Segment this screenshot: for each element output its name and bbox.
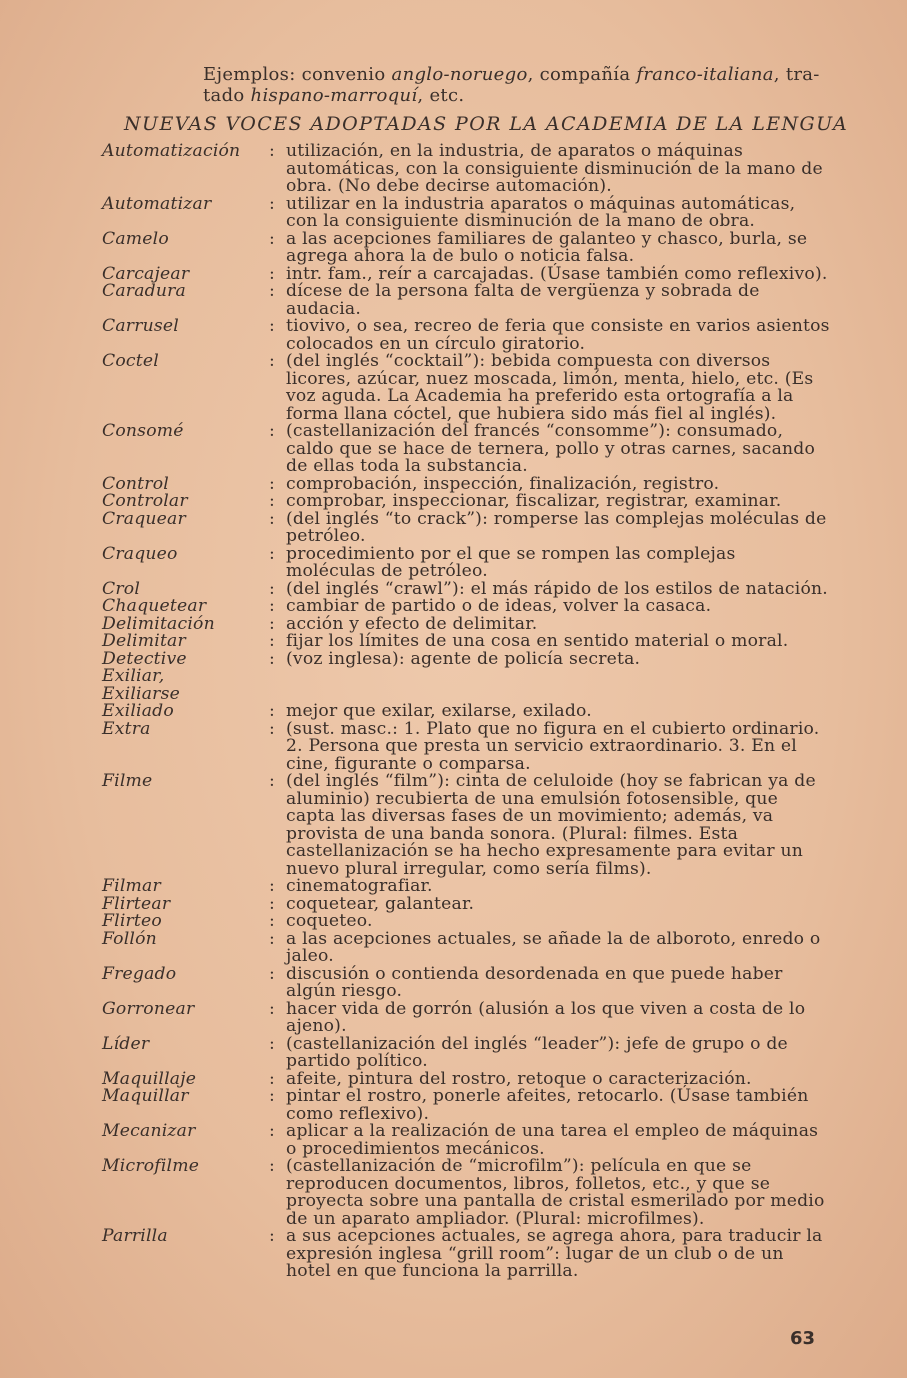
- entry-colon: :: [269, 351, 275, 371]
- entry-definition: a sus acepciones actuales, se agrega ahora, para traducir la expresión inglesa “grill room”: lugar de un club o de un hotel en que funciona la parrilla.: [286, 1226, 823, 1281]
- entry-colon: :: [269, 508, 275, 529]
- entry-term: Camelo: [102, 228, 169, 249]
- entry-colon: :: [269, 701, 275, 721]
- entry-definition: acción y efecto de delimitar.: [286, 613, 538, 634]
- entry-colon: :: [269, 543, 275, 564]
- entry-term: Microfilme: [102, 1156, 200, 1176]
- glossary-entry: [96, 773, 836, 878]
- entry-definition: utilización, en la industria, de aparatos o máquinas automáticas, con la consiguiente disminución de la mano de obra. (No debe decirse automación).: [286, 141, 823, 196]
- entry-definition: pintar el rostro, ponerle afeites, retocarlo. (Úsase también como reflexivo).: [286, 1086, 809, 1124]
- glossary-entry: [96, 1033, 836, 1071]
- entry-colon: :: [269, 771, 275, 791]
- glossary-entry: [96, 963, 836, 1001]
- entry-definition: a las acepciones familiares de galanteo y chasco, burla, se agrega ahora la de bulo o noticia falsa.: [286, 228, 808, 266]
- entry-term: Líder: [102, 1033, 150, 1054]
- entry-term: Automatizar: [102, 193, 212, 214]
- intro-paragraph: [203, 64, 823, 106]
- glossary-entry: [96, 493, 836, 511]
- entry-term: Mecanizar: [102, 1121, 196, 1141]
- entry-definition: comprobar, inspeccionar, fiscalizar, registrar, examinar.: [286, 491, 782, 511]
- entry-colon: :: [269, 876, 275, 896]
- entry-colon: :: [269, 263, 275, 284]
- entry-colon: :: [269, 1226, 275, 1246]
- entry-colon: :: [269, 928, 275, 949]
- entry-colon: :: [269, 1068, 275, 1089]
- entry-term: Craquear: [102, 508, 186, 529]
- entry-term: Crol: [102, 578, 141, 599]
- entry-term: Controlar: [102, 491, 188, 511]
- entry-colon: :: [269, 596, 275, 616]
- example-franco-italiana: franco-italiana: [636, 64, 774, 85]
- entry-term: Carrusel: [102, 316, 179, 336]
- glossary-entry: [96, 143, 836, 196]
- entry-term: Automatización: [102, 141, 241, 161]
- entry-term: Maquillaje: [102, 1068, 197, 1089]
- entry-colon: :: [269, 578, 275, 599]
- glossary-entry: [96, 423, 836, 476]
- entry-term: Flirtear: [102, 893, 171, 914]
- entry-colon: :: [269, 893, 275, 914]
- entry-definition: (del inglés “cocktail”): bebida compuesta con diversos licores, azúcar, nuez moscada, limón, menta, hielo, etc. (Es voz aguda. La Academia ha preferido esta ortografía a la forma llana cóctel, que hubiera sido más fiel al inglés).: [286, 351, 814, 424]
- entry-term: Filmar: [102, 876, 161, 896]
- entry-term: Caradura: [102, 281, 186, 301]
- entry-definition: (del inglés “crawl”): el más rápido de los estilos de natación.: [286, 578, 828, 599]
- intro-line2-pre: tado: [203, 85, 251, 106]
- glossary-entry: [96, 633, 836, 651]
- entry-definition: (castellanización del francés “consomme”): consumado, caldo que se hace de ternera, pollo y otras carnes, sacando de ellas toda la substancia.: [286, 421, 816, 476]
- entry-colon: :: [269, 491, 275, 511]
- intro-sep-2: , tra-: [773, 64, 820, 85]
- entry-definition: fijar los límites de una cosa en sentido material o moral.: [286, 631, 789, 651]
- glossary-entry: [96, 1123, 836, 1158]
- entry-definition: mejor que exilar, exilarse, exilado.: [286, 701, 592, 721]
- glossary-entry: [96, 998, 836, 1036]
- entry-term: Fregado: [102, 963, 177, 984]
- glossary-entry: [96, 318, 836, 353]
- entry-term: Consomé: [102, 421, 184, 441]
- entry-term: Exiliado: [102, 701, 174, 721]
- entry-term: Exiliarse: [102, 683, 180, 704]
- entry-definition: (del inglés “film”): cinta de celuloide (hoy se fabrican ya de aluminio) recubierta de una emulsión fotosensible, que capta las diversas fases de un movimiento; además, va provista de una banda sonora. (Plural: filmes. Esta castellanización se ha hecho expresamente para evitar un nuevo plural irregular, como sería films).: [286, 771, 816, 879]
- glossary-entry: [96, 353, 836, 423]
- entry-term: Carcajear: [102, 263, 190, 284]
- entry-colon: :: [269, 421, 275, 441]
- entry-definition: comprobación, inspección, finalización, registro.: [286, 473, 720, 494]
- glossary-entry: [96, 1158, 836, 1228]
- entry-colon: :: [269, 963, 275, 984]
- glossary-entry: [96, 1088, 836, 1123]
- entry-colon: :: [269, 911, 275, 931]
- intro-tail: , etc.: [417, 85, 465, 106]
- entry-definition: afeite, pintura del rostro, retoque o caracterización.: [286, 1068, 752, 1089]
- entry-colon: :: [269, 1121, 275, 1141]
- entry-term: Flirteo: [102, 911, 162, 931]
- glossary-entry: [96, 913, 836, 931]
- entry-definition: hacer vida de gorrón (alusión a los que viven a costa de lo ajeno).: [286, 998, 806, 1036]
- entry-definition: cambiar de partido o de ideas, volver la casaca.: [286, 596, 712, 616]
- entry-colon: :: [269, 631, 275, 651]
- entry-definition: utilizar en la industria aparatos o máquinas automáticas, con la consiguiente disminución de la mano de obra.: [286, 193, 796, 231]
- entry-term: Exiliar,: [102, 666, 165, 686]
- glossary-entry: [96, 648, 836, 669]
- entry-definition: discusión o contienda desordenada en que puede haber algún riesgo.: [286, 963, 783, 1001]
- glossary-entry: [96, 598, 836, 616]
- glossary-entry: [96, 928, 836, 966]
- entry-term: Parrilla: [102, 1226, 168, 1246]
- entry-term: Maquillar: [102, 1086, 189, 1106]
- entry-colon: :: [269, 718, 275, 739]
- entry-colon: :: [269, 998, 275, 1019]
- glossary-entry: [96, 193, 836, 231]
- entry-definition: intr. fam., reír a carcajadas. (Úsase también como reflexivo).: [286, 263, 828, 284]
- glossary-entry: [96, 283, 836, 318]
- entry-colon: :: [269, 613, 275, 634]
- entry-definition: (sust. masc.: 1. Plato que no figura en el cubierto ordinario. 2. Persona que presta un servicio extraordinario. 3. En el cine, figurante o comparsa.: [286, 718, 820, 774]
- example-hispano-marroqui: hispano-marroquí: [250, 85, 418, 106]
- glossary-entry: [96, 703, 836, 721]
- intro-lead: Ejemplos: convenio: [203, 64, 392, 85]
- glossary-entry: [96, 718, 836, 774]
- example-anglo-noruego: anglo-noruego: [391, 64, 528, 85]
- entry-colon: :: [269, 141, 275, 161]
- entry-term: Chaquetear: [102, 596, 207, 616]
- glossary-entry: [96, 228, 836, 266]
- entry-definition: dícese de la persona falta de vergüenza y sobrada de audacia.: [286, 281, 760, 319]
- entry-definition: (castellanización del inglés “leader”): jefe de grupo o de partido político.: [286, 1033, 788, 1071]
- glossary-entry: [96, 893, 836, 914]
- entry-term: Gorronear: [102, 998, 195, 1019]
- entry-definition: a las acepciones actuales, se añade la de alboroto, enredo o jaleo.: [286, 928, 821, 966]
- entry-definition: coquetear, galantear.: [286, 893, 475, 914]
- entry-definition: (voz inglesa): agente de policía secreta.: [286, 648, 641, 669]
- glossary-entry: [96, 668, 836, 686]
- page-number: 63: [790, 1328, 816, 1349]
- entry-colon: :: [269, 316, 275, 336]
- entry-term: Craqueo: [102, 543, 178, 564]
- entry-definition: procedimiento por el que se rompen las complejas moléculas de petróleo.: [286, 543, 736, 581]
- entry-colon: :: [269, 228, 275, 249]
- entry-term: Detective: [102, 648, 187, 669]
- entry-definition: (del inglés “to crack”): romperse las complejas moléculas de petróleo.: [286, 508, 827, 546]
- intro-sep-1: , compañía: [527, 64, 637, 85]
- entry-definition: coqueteo.: [286, 911, 373, 931]
- entry-term: Delimitación: [102, 613, 215, 634]
- entry-term: Delimitar: [102, 631, 186, 651]
- glossary-list: [96, 143, 836, 1281]
- entry-term: Extra: [102, 718, 151, 739]
- entry-term: Coctel: [102, 351, 159, 371]
- entry-colon: :: [269, 193, 275, 214]
- glossary-entry: [96, 1228, 836, 1281]
- glossary-entry: [96, 543, 836, 581]
- entry-definition: tiovivo, o sea, recreo de feria que consiste en varios asientos colocados en un círculo giratorio.: [286, 316, 830, 354]
- entry-colon: :: [269, 648, 275, 669]
- entry-term: Filme: [102, 771, 153, 791]
- glossary-entry: [96, 508, 836, 546]
- entry-definition: (castellanización de “microfilm”): película en que se reproducen documentos, libros, folletos, etc., y que se proyecta sobre una pantalla de cristal esmerilado por medio de un aparato ampliador. (Plural: microfilmes).: [286, 1156, 825, 1229]
- entry-colon: :: [269, 1033, 275, 1054]
- glossary-entry: [96, 878, 836, 896]
- entry-definition: aplicar a la realización de una tarea el empleo de máquinas o procedimientos mecánicos.: [286, 1121, 819, 1159]
- entry-term: Follón: [102, 928, 157, 949]
- section-heading: NUEVAS VOCES ADOPTADAS POR LA ACADEMIA DE LA LENGUA: [124, 113, 849, 135]
- entry-term: Control: [102, 473, 169, 494]
- entry-colon: :: [269, 1156, 275, 1176]
- entry-colon: :: [269, 281, 275, 301]
- entry-colon: :: [269, 473, 275, 494]
- entry-definition: cinematografiar.: [286, 876, 433, 896]
- entry-colon: :: [269, 1086, 275, 1106]
